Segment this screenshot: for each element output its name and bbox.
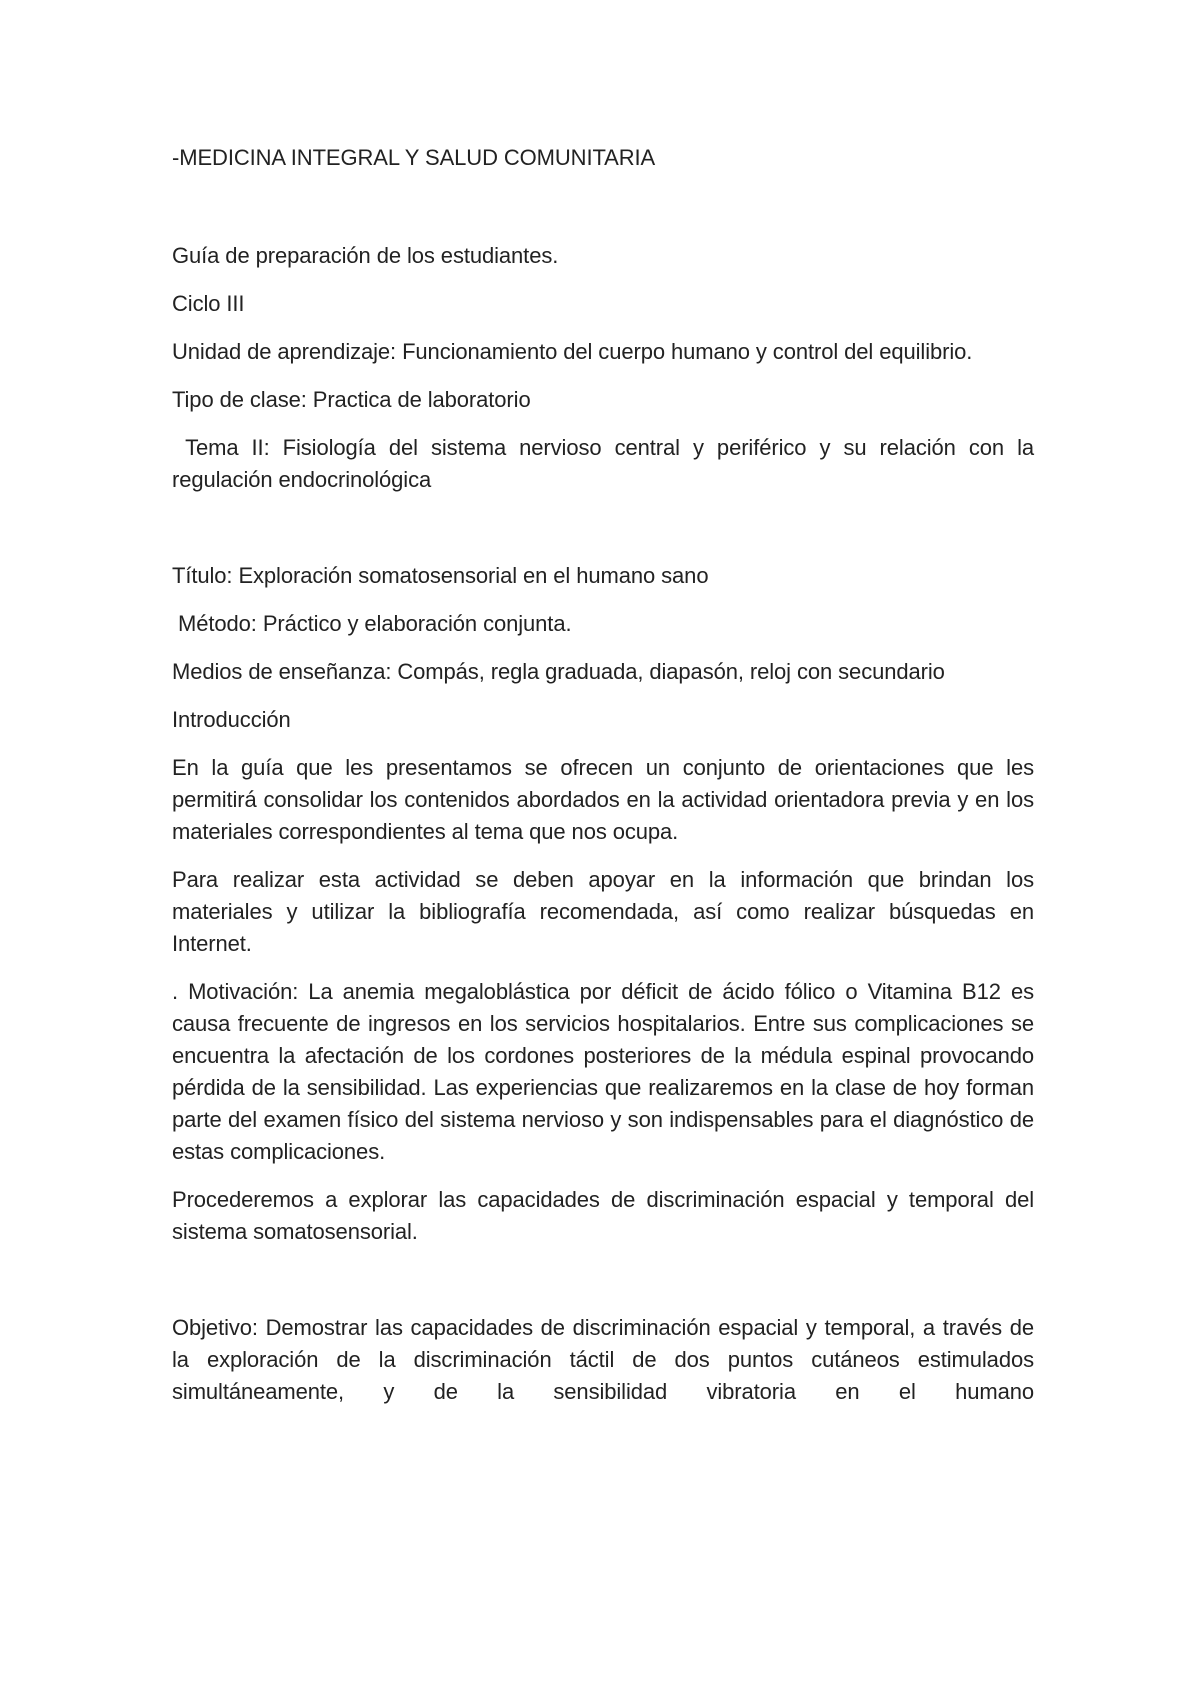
document-body [172, 142, 1041, 1408]
unit-line: Unidad de aprendizaje: Funcionamiento del cuerpo humano y control del equilibrio. [172, 339, 973, 364]
title-line: Título: Exploración somatosensorial en el humano sano [172, 563, 709, 588]
intro-paragraph-1: En la guía que les presentamos se ofrecen un conjunto de orientaciones que les permitirá consolidar los contenidos abordados en la actividad orientadora previa y en los materiales correspondientes al tema que nos ocupa. [172, 755, 1034, 844]
intro-paragraph-2: Para realizar esta actividad se deben apoyar en la información que brindan los materiales y utilizar la bibliografía recomendada, así como realizar búsquedas en Internet. [172, 867, 1034, 956]
motivation-paragraph: . Motivación: La anemia megaloblástica por déficit de ácido fólico o Vitamina B12 es causa frecuente de ingresos en los servicios hospitalarios. Entre sus complicaciones se encuentra la afectación de los cordones posteriores de la médula espinal provocando pérdida de la sensibilidad. Las experiencias que realizaremos en la clase de hoy forman parte del examen físico del sistema nervioso y son indispensables para el diagnóstico de estas complicaciones. [172, 979, 1034, 1164]
teaching-aids-line: Medios de enseñanza: Compás, regla graduada, diapasón, reloj con secundario [172, 659, 945, 684]
class-type-line: Tipo de clase: Practica de laboratorio [172, 387, 531, 412]
method-line: Método: Práctico y elaboración conjunta. [172, 611, 572, 636]
intro-heading: Introducción [172, 707, 291, 732]
objective-paragraph: Objetivo: Demostrar las capacidades de discriminación espacial y temporal, a través de la exploración de la discriminación táctil de dos puntos cutáneos estimulados simultáneamente, y de la sensibilidad vibratoria en el humano [172, 1315, 1034, 1404]
document-header: -MEDICINA INTEGRAL Y SALUD COMUNITARIA [172, 145, 656, 170]
cycle-line: Ciclo III [172, 291, 245, 316]
theme-line: Tema II: Fisiología del sistema nervioso central y periférico y su relación con la regulación endocrinológica [172, 435, 1041, 492]
guide-line: Guía de preparación de los estudiantes. [172, 243, 559, 268]
proceed-paragraph: Procederemos a explorar las capacidades de discriminación espacial y temporal del sistema somatosensorial. [172, 1187, 1034, 1244]
